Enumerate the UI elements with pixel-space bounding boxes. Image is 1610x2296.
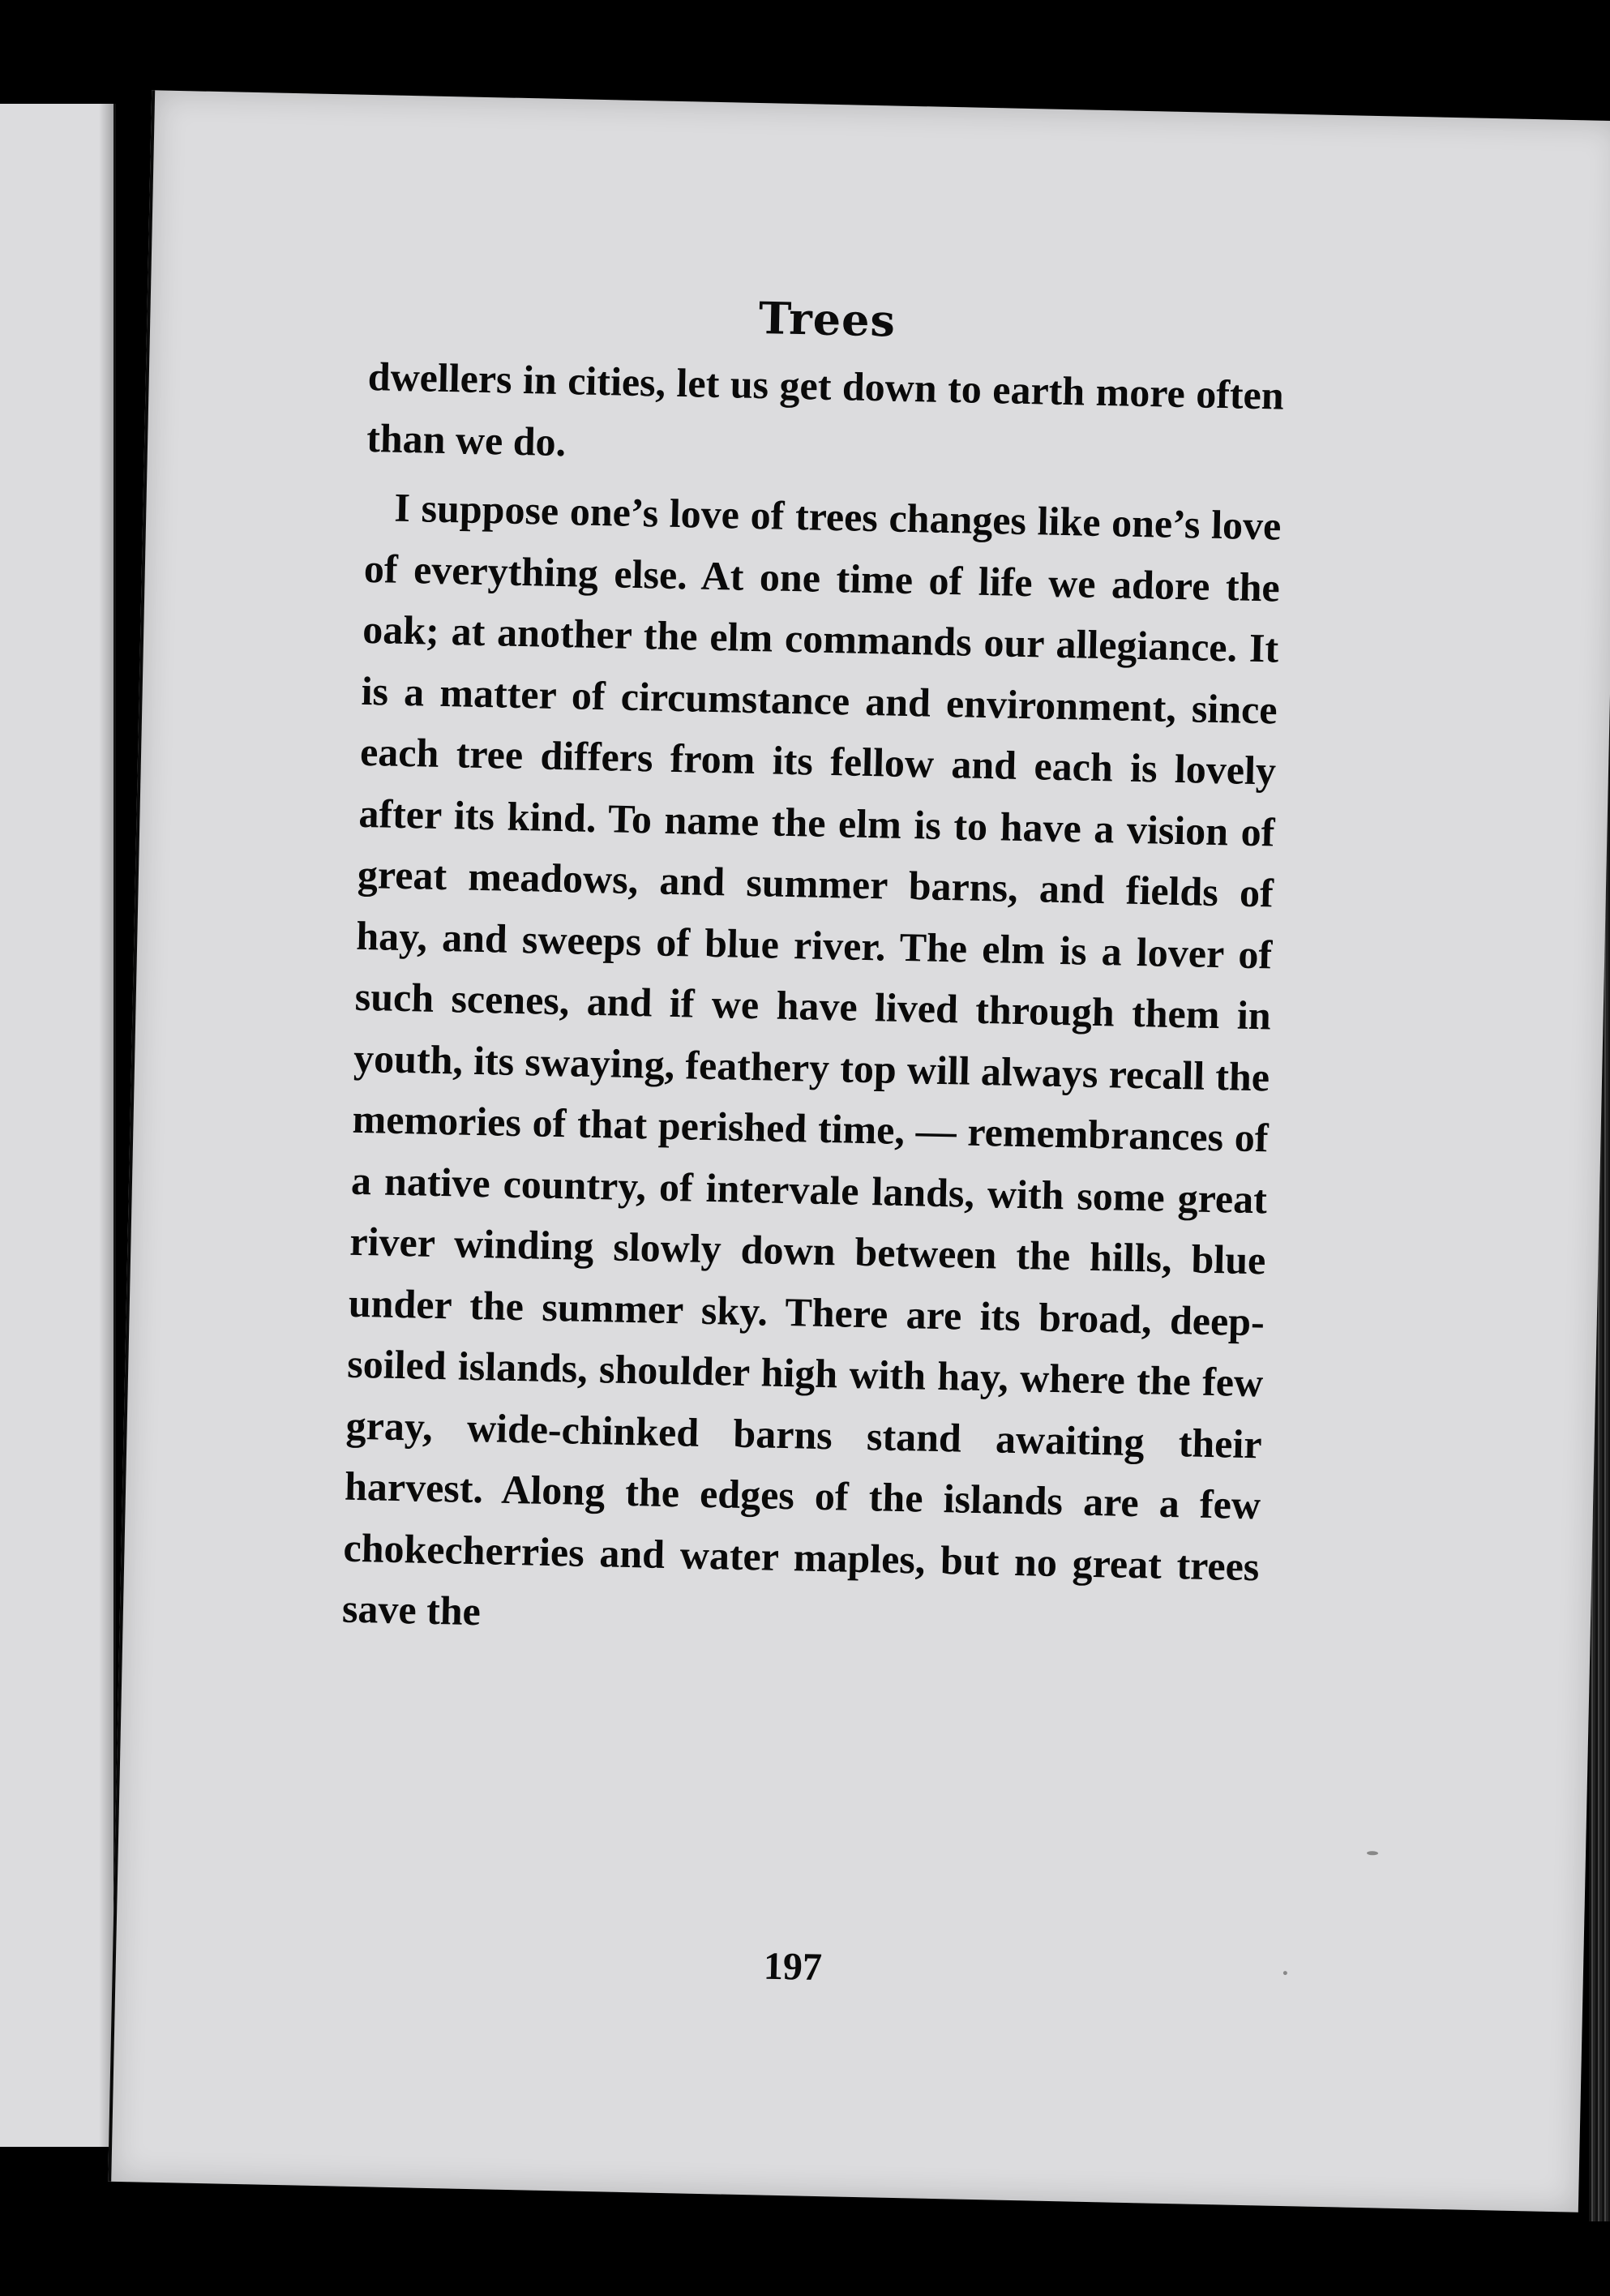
paragraph: I suppose one’s love of trees changes like one’s love of everything else. At one time of life we adore the oak; at another the elm commands our allegiance. It is a matter of circumstance and environment, since each tree differs from its fellow and each is lovely after its kind. To name the elm is to have a vision of great meadows, and summer barns, and fields of hay, and sweeps of blue river. The elm is a lover of such scenes, and if we have lived through them in youth, its swaying, feathery top will always recall the memories of that perished time, — remembrances of a native country, of intervale lands, with some great river winding slowly down between the hills, blue under the summer sky. There are its broad, deep-soiled islands, shoulder high with hay, where the few gray, wide-chinked barns stand awaiting their harvest. Along the edges of the islands are a few chokecherries and water maples, but no great trees save the bbox=[341, 484, 1282, 1634]
scan-speck bbox=[1283, 1971, 1287, 1975]
facing-page-edge bbox=[0, 104, 116, 2147]
body-text bbox=[341, 346, 1284, 1659]
paragraph-continued: dwellers in cities, let us get down to earth more often than we do. bbox=[366, 353, 1285, 465]
running-head: Trees bbox=[758, 292, 897, 347]
page-content bbox=[341, 281, 1286, 1990]
page-number: 197 bbox=[763, 1944, 823, 1990]
book-page bbox=[108, 90, 1610, 2212]
scan-speck bbox=[1367, 1851, 1378, 1855]
gutter-shadow bbox=[99, 104, 113, 2147]
